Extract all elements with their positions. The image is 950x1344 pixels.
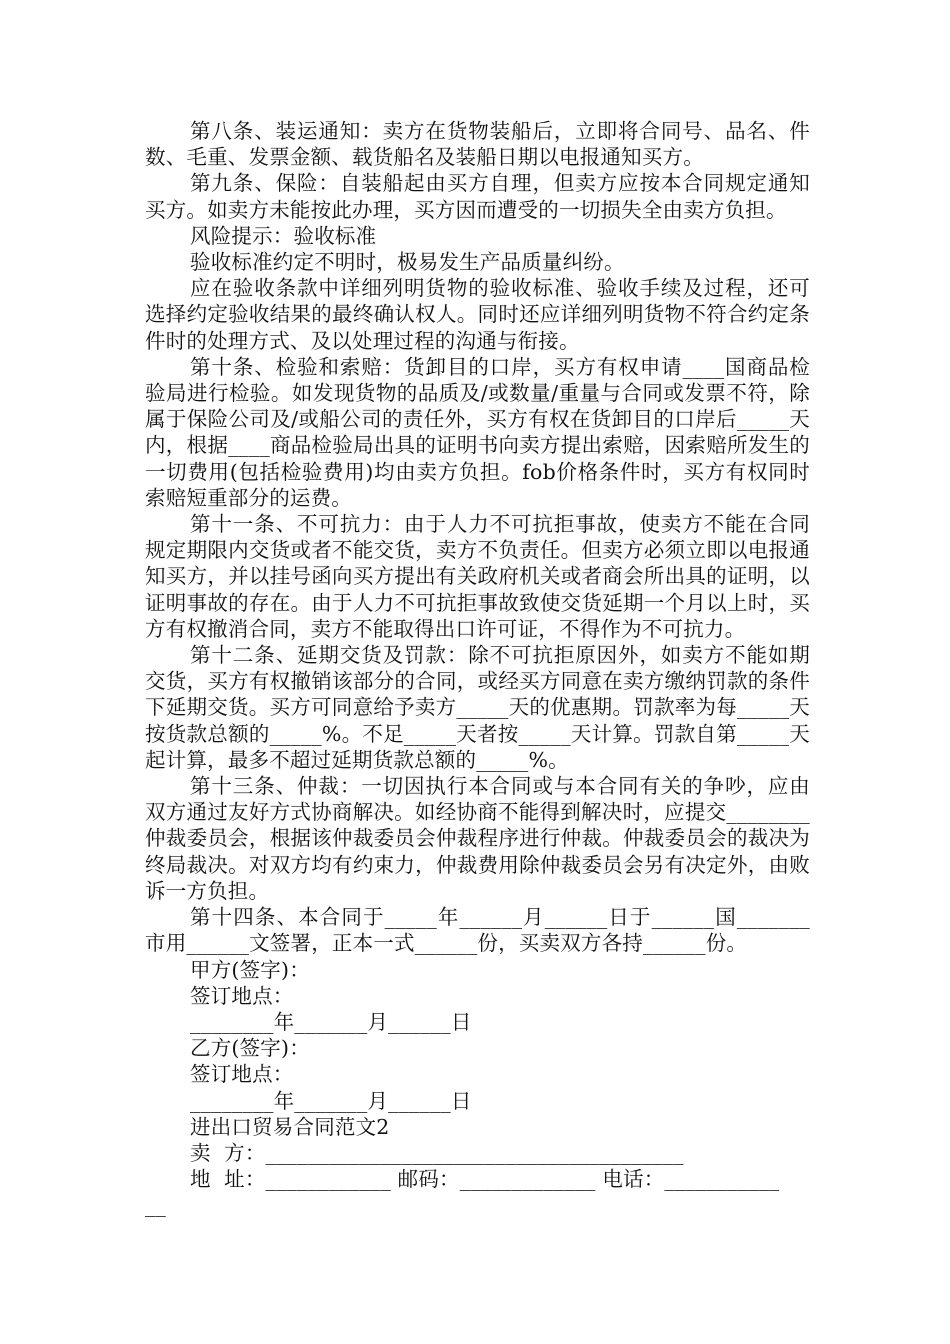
article-8-shipping-notice: 第八条、装运通知：卖方在货物装船后，立即将合同号、品名、件数、毛重、发票金额、载货船名及装船日期以电报通知买方。 [145,119,810,170]
seller-field: 卖 方：________________________________________ [190,1140,684,1165]
party-b-signing-place: 签订地点： [190,1062,294,1087]
next-contract-title: 进出口贸易合同范文2 [190,1114,390,1139]
contract-text [145,118,810,1219]
party-a-signing-place: 签订地点： [190,983,294,1008]
article-14-signing: 第十四条、本合同于_____年______月______日于______国_______市用______文签署，正本一式______份，买卖双方各持______份。 [145,905,810,956]
party-a-signature: 甲方(签字)： [190,957,310,982]
risk-tip-heading: 风险提示：验收标准 [190,223,377,248]
party-b-date: ________年_______月______日 [190,1088,472,1113]
party-a-date: ________年_______月______日 [190,1009,472,1034]
risk-tip-statement: 验收标准约定不明时，极易发生产品质量纠纷。 [190,250,625,275]
article-11-force-majeure: 第十一条、不可抗力：由于人力不可抗拒事故，使卖方不能在合同规定期限内交货或者不能交货，卖方不负责任。但卖方必须立即以电报通知买方，并以挂号函向买方提出有关政府机关或者商会所出具的证明，以证明事故的存在。由于人力不可抗拒事故致使交货延期一个月以上时，买方有权撤消合同，卖方不能取得出口许可证，不得作为不可抗力。 [145,512,810,641]
address-field: 地 址：____________ 邮码：_____________ 电话：___________ [190,1167,780,1192]
article-13-arbitration: 第十三条、仲裁：一切因执行本合同或与本合同有关的争吵，应由双方通过友好方式协商解决。如经协商不能得到解决时，应提交________仲裁委员会，根据该仲裁委员会仲裁程序进行仲裁。仲裁委员会的裁决为终局裁决。对双方均有约束力，仲裁费用除仲裁委员会另有决定外，由败诉一方负担。 [145,774,810,903]
article-10-inspection-claims: 第十条、检验和索赔：货卸目的口岸，买方有权申请____国商品检验局进行检验。如发现货物的品质及/或数量/重量与合同或发票不符，除属于保险公司及/或船公司的责任外，买方有权在货卸目的口岸后_____天内，根据____商品检验局出具的证明书向卖方提出索赔，因索赔所发生的一切费用(包括检验费用)均由卖方负担。fob价格条件时，买方有权同时索赔短重部分的运费。 [145,354,810,510]
risk-tip-advice: 应在验收条款中详细列明货物的验收标准、验收手续及过程，还可选择约定验收结果的最终确认权人。同时还应详细列明货物不符合约定条件时的处理方式、及以处理过程的沟通与衔接。 [145,276,810,353]
article-12-late-delivery-penalty: 第十二条、延期交货及罚款：除不可抗拒原因外，如卖方不能如期交货，买方有权撤销该部分的合同，或经买方同意在卖方缴纳罚款的条件下延期交货。买方可同意给予卖方_____天的优惠期。罚款率为每_____天按货款总额的_____%。不足_____天者按_____天计算。罚款自第_____天起计算，最多不超过延期货款总额的_____%。 [145,643,810,772]
line-continuation: __ [145,1193,166,1218]
article-9-insurance: 第九条、保险：自装船起由买方自理，但卖方应按本合同规定通知买方。如卖方未能按此办理，买方因而遭受的一切损失全由卖方负担。 [145,171,810,222]
party-b-signature: 乙方(签字)： [190,1036,310,1061]
